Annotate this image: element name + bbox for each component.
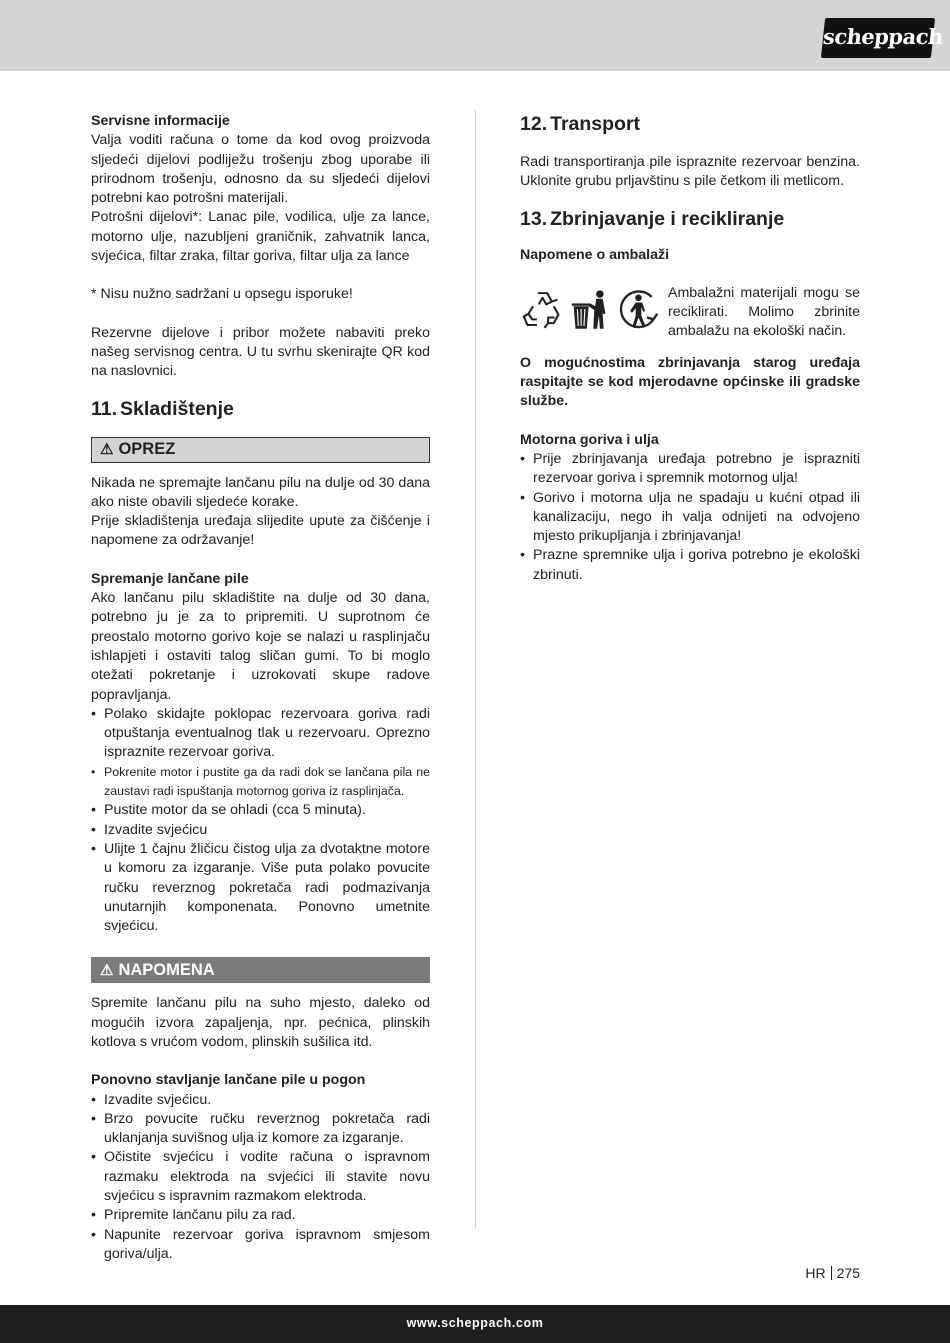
disposal-paragraph: O mogućnostima zbrinjavanja starog uređaja raspitajte se kod mjerodavne općinske ili gradske službe. bbox=[520, 354, 860, 410]
list-item: • Izvadite svjećicu. bbox=[91, 1091, 430, 1110]
packaging-paragraph: Ambalažni materijali mogu se reciklirati. Molimo zbrinite ambalažu na ekološki način. bbox=[668, 284, 860, 340]
restart-heading: Ponovno stavljanje lančane pile u pogon bbox=[91, 1072, 366, 1089]
section-12-title: Transport bbox=[550, 113, 641, 135]
warning-triangle-icon: ⚠ bbox=[100, 962, 114, 980]
column-divider bbox=[475, 110, 476, 1228]
list-item: • Gorivo i motorna ulja ne spadaju u kućni otpad ili kanalizaciju, nego ih valja odnijeti na odvojeno mjesto prikupljanja i zbrinjavanja! bbox=[520, 489, 860, 547]
section-11-number: 11. bbox=[91, 397, 118, 420]
list-item: • Polako skidajte poklopac rezervoara goriva radi otpuštanja eventualnog tlak u rezervoaru. Oprezno ispraznite rezervoar goriva. bbox=[91, 705, 430, 763]
service-info-paragraph: Valja voditi računa o tome da kod ovog proizvoda sljedeći dijelovi podliježu trošenju zbog uporabe ili prirodnom trošenju, odnosno da su sljedeći dijelovi potrebni kao potrošni materijali. bbox=[91, 132, 430, 207]
page-number bbox=[780, 1263, 860, 1283]
section-11-title: Skladištenje bbox=[120, 397, 234, 420]
footer-bar bbox=[0, 1305, 950, 1343]
fuels-list bbox=[520, 450, 860, 585]
section-13-title: Zbrinjavanje i recikliranje bbox=[550, 207, 785, 230]
packaging-heading: Napomene o ambalaži bbox=[520, 246, 670, 263]
note-box bbox=[91, 957, 430, 983]
section-12-heading bbox=[520, 112, 860, 136]
note-label: NAPOMENA bbox=[118, 961, 215, 980]
recycle-icon bbox=[520, 286, 565, 334]
packaging-icons bbox=[520, 286, 662, 338]
section-13-number: 13. bbox=[520, 207, 548, 230]
list-item: • Napunite rezervoar goriva ispravnom smjesom goriva/ulja. bbox=[91, 1226, 430, 1265]
separator bbox=[831, 1266, 832, 1280]
delivery-note: * Nisu nužno sadržani u opsegu isporuke! bbox=[91, 286, 353, 303]
transport-paragraph: Radi transportiranja pile ispraznite rezervoar benzina. Uklonite grubu prljavštinu s pile četkom ili metlicom. bbox=[520, 154, 860, 190]
packaging-block bbox=[520, 284, 860, 342]
left-column bbox=[91, 112, 430, 1264]
language-code: HR bbox=[805, 1265, 826, 1281]
list-item: • Prije zbrinjavanja uređaja potrebno je isprazniti rezervoar goriva i spremnik motornog ulja! bbox=[520, 450, 860, 489]
fuels-heading: Motorna goriva i ulja bbox=[520, 431, 659, 448]
section-11-heading bbox=[91, 397, 430, 421]
recycling-person-icon bbox=[616, 286, 661, 334]
website-link[interactable]: www.scheppach.com bbox=[406, 1316, 544, 1330]
list-item: • Ulijte 1 čajnu žličicu čistog ulja za dvotaktne motore u komoru za izgaranje. Više puta polako povucite ručku reverznog pokretača radi podmazivanja unutarnjih komponenata. Ponovno umetnite svjećicu. bbox=[91, 840, 430, 936]
list-item: • Prazne spremnike ulja i goriva potrebno je ekološki zbrinuti. bbox=[520, 546, 860, 585]
list-item: • Očistite svjećicu i vodite računa o ispravnom razmaku elektroda na svjećici ili stavite novu svjećicu s ispravnim razmakom elektroda. bbox=[91, 1148, 430, 1206]
restart-steps-list bbox=[91, 1091, 430, 1265]
service-info-heading: Servisne informacije bbox=[91, 113, 230, 129]
list-item: • Pustite motor da se ohladi (cca 5 minuta). bbox=[91, 801, 430, 820]
storage-steps-list bbox=[91, 705, 430, 937]
caution-paragraph-1: Nikada ne spremajte lančanu pilu na dulje od 30 dana ako niste obavili sljedeće korake. bbox=[91, 474, 430, 510]
list-item: • Pripremite lančanu pilu za rad. bbox=[91, 1206, 430, 1225]
list-item: • Pokrenite motor i pustite ga da radi dok se lančana pila ne zaustavi radi ispuštanja motornog goriva iz rasplinjača. bbox=[91, 763, 430, 802]
section-12-number: 12. bbox=[520, 113, 548, 135]
spare-parts-paragraph: Rezervne dijelove i pribor možete nabaviti preko našeg servisnog centra. U tu svrhu skenirajte QR kod na naslovnici. bbox=[91, 324, 430, 380]
scheppach-logo: scheppach bbox=[821, 18, 935, 58]
caution-label: OPREZ bbox=[118, 439, 176, 458]
list-item: • Brzo povucite ručku reverznog pokretača radi uklanjanja suvišnog ulja iz komore za izgaranje. bbox=[91, 1110, 430, 1149]
storage-paragraph: Ako lančanu pilu skladištite na dulje od 30 dana, potrebno ju je za to pripremiti. U suprotnom će preostalo motorno gorivo koje se nalazi u rasplinjaču ishlapjeti i ostaviti talog sličan gumi. To bi moglo otežati pokretanje i uzrokovati skupe radove popravljanja. bbox=[91, 590, 430, 703]
page-number-value: 275 bbox=[836, 1265, 860, 1281]
list-item: • Izvadite svjećicu bbox=[91, 821, 430, 840]
note-paragraph: Spremite lančanu pilu na suho mjesto, daleko od mogućih izvora zapaljenja, npr. pećnica, plinskih kotlova s vrućom vodom, plinskih sušilica itd. bbox=[91, 995, 430, 1050]
trash-bin-person-icon bbox=[568, 286, 613, 334]
caution-box bbox=[91, 437, 430, 463]
right-column bbox=[520, 112, 860, 585]
caution-paragraph-2: Prije skladištenja uređaja slijedite upute za čišćenje i napomene za održavanje! bbox=[91, 513, 430, 549]
consumables-paragraph: Potrošni dijelovi*: Lanac pile, vodilica, ulje za lance, motorno ulje, nazubljeni graničnik, zahvatnik lanca, svjećica, filtar zraka, filtar goriva, filtar ulja za lance bbox=[91, 209, 430, 265]
warning-triangle-icon: ⚠ bbox=[100, 440, 114, 458]
section-13-heading bbox=[520, 207, 860, 231]
header-bar bbox=[0, 0, 950, 71]
storage-heading: Spremanje lančane pile bbox=[91, 570, 249, 587]
